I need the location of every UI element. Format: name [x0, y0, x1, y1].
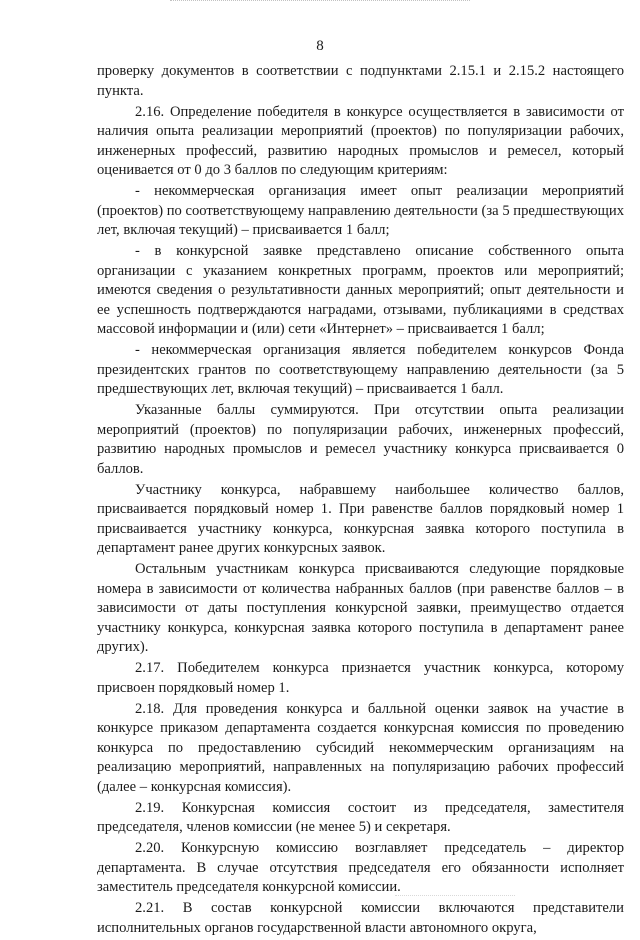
paragraph-clause-2-17: 2.17. Победителем конкурса признается участник конкурса, которому присвоен порядковый номер 1.: [97, 660, 624, 696]
page-number: 8: [316, 38, 324, 54]
paragraph-clause-2-20: 2.20. Конкурсную комиссию возглавляет председатель – директор департамента. В случае отсутствия председателя его обязанности исполняет заместитель председателя конкурсной комиссии.: [97, 840, 624, 895]
criterion-item-3: - некоммерческая организация является победителем конкурсов Фонда президентских грантов по соответствующему направлению деятельности (за 5 предшествующих лет, включая текущий) – присваивается 1 балл.: [97, 342, 624, 397]
paragraph-clause-2-19: 2.19. Конкурсная комиссия состоит из председателя, заместителя председателя, членов комиссии (не менее 5) и секретаря.: [97, 799, 624, 835]
paragraph-clause-2-18: 2.18. Для проведения конкурса и балльной оценки заявок на участие в конкурсе приказом департамента создается конкурсная комиссия по проведению конкурса по предоставлению субсидий некоммерческим организациям на реализацию мероприятий, направленных на популяризацию рабочих профессий (далее – конкурсная комиссия).: [97, 700, 624, 795]
paragraph-clause-2-16: 2.16. Определение победителя в конкурсе осуществляется в зависимости от наличия опыта реализации мероприятий (проектов) по популяризации рабочих, инженерных профессий, развитию народных промыслов и ремесел, который оценивается от 0 до 3 баллов по следующим критериям:: [97, 103, 624, 178]
paragraph-points-sum: Указанные баллы суммируются. При отсутствии опыта реализации мероприятий (проектов) по популяризации рабочих, инженерных профессий, развитию народных промыслов и ремесел участнику конкурса присваивается 0 баллов.: [97, 402, 624, 477]
paragraph-continuation: проверку документов в соответствии с подпунктами 2.15.1 и 2.15.2 настоящего пункта.: [97, 63, 624, 99]
paragraph-clause-2-21: 2.21. В состав конкурсной комиссии включаются представители исполнительных органов государственной власти автономного округа,: [97, 900, 624, 936]
scan-edge-artifact: [170, 0, 470, 4]
scan-edge-artifact-bottom: [395, 895, 515, 898]
paragraph-other-numbers: Остальным участникам конкурса присваиваются следующие порядковые номера в зависимости от количества набранных баллов (при равенстве баллов – в зависимости от даты поступления конкурсной заявки, преимущество отдается участнику конкурса, конкурсная заявка которого поступила в департамент ранее других).: [97, 561, 624, 655]
criterion-item-1: - некоммерческая организация имеет опыт реализации мероприятий (проектов) по соответствующему направлению деятельности (за 5 предшествующих лет, включая текущий) – присваивается 1 балл;: [97, 183, 624, 238]
document-body: [97, 62, 624, 940]
criterion-item-2: - в конкурсной заявке представлено описание собственного опыта организации с указанием конкретных программ, проектов или мероприятий; имеются сведения о результативности данных мероприятий; опыт деятельности и ее успешность подтверждаются наградами, отзывами, публикациями в средствах массовой информации и (или) сети «Интернет» – присваивается 1 балл;: [97, 243, 624, 337]
paragraph-number-one: Участнику конкурса, набравшему наибольшее количество баллов, присваивается порядковый номер 1. При равенстве баллов порядковый номер 1 присваивается участнику конкурса, конкурсная заявка которого поступила в департамент ранее других конкурсных заявок.: [97, 481, 624, 556]
